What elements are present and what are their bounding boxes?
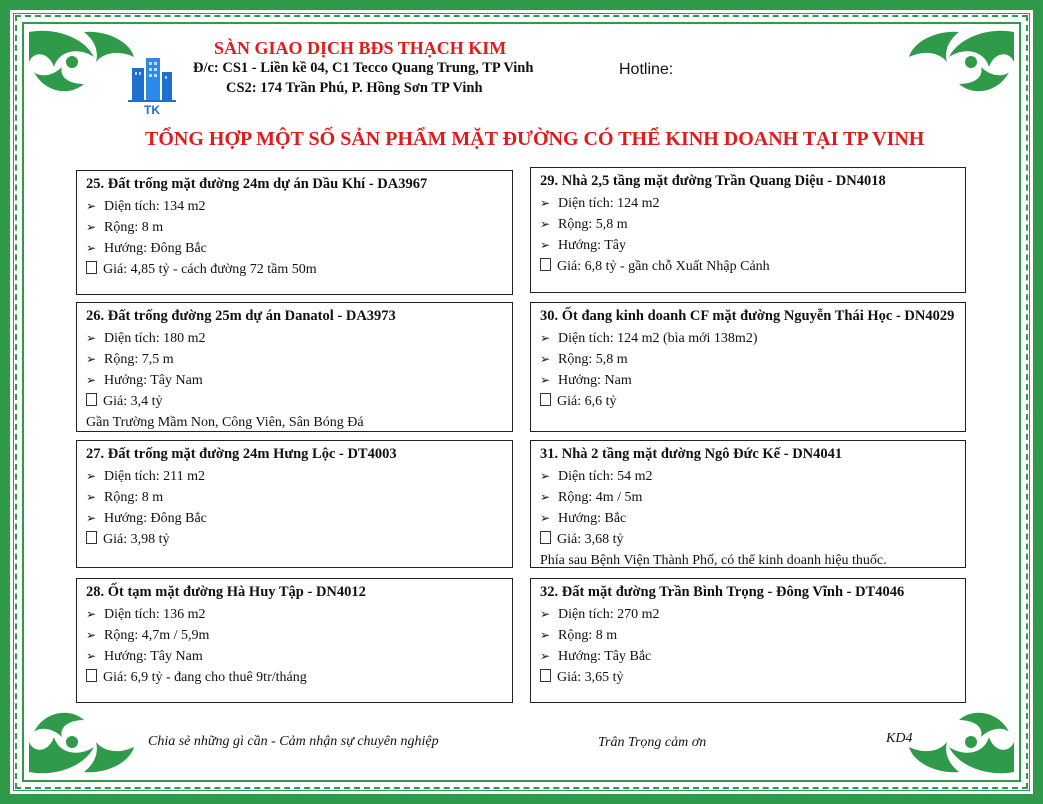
checkbox-icon: [540, 531, 551, 544]
arrowhead-bullet-icon: ➢: [86, 511, 97, 525]
arrowhead-bullet-icon: ➢: [86, 352, 97, 366]
listing-title: 32. Đất mặt đường Trần Bình Trọng - Đông Vĩnh - DT4046: [540, 584, 905, 600]
checkbox-icon: [86, 261, 97, 274]
corner-ornament-icon: [899, 22, 1019, 117]
listing-width: Rộng: 8 m: [104, 490, 164, 505]
listing-card: [530, 578, 966, 703]
listing-direction: Hướng: Đông Bắc: [104, 511, 207, 526]
footer-thanks: Trân Trọng cảm ơn: [598, 735, 707, 750]
listing-width: Rộng: 7,5 m: [104, 352, 174, 367]
listing-title: 31. Nhà 2 tầng mặt đường Ngô Đức Kế - DN4041: [540, 446, 843, 462]
arrowhead-bullet-icon: ➢: [540, 649, 551, 663]
checkbox-icon: [540, 393, 551, 406]
arrowhead-bullet-icon: ➢: [540, 196, 551, 210]
arrowhead-bullet-icon: ➢: [86, 469, 97, 483]
arrowhead-bullet-icon: ➢: [540, 217, 551, 231]
building-logo-icon: [122, 54, 182, 116]
listing-direction: Hướng: Tây: [558, 238, 627, 253]
arrowhead-bullet-icon: ➢: [86, 490, 97, 504]
listing-area: Diện tích: 136 m2: [104, 607, 206, 622]
arrowhead-bullet-icon: ➢: [540, 373, 551, 387]
footer-code: KD4: [886, 731, 913, 746]
listing-area: Diện tích: 134 m2: [104, 199, 206, 214]
listing-area: Diện tích: 124 m2 (bìa mới 138m2): [558, 331, 758, 346]
arrowhead-bullet-icon: ➢: [86, 649, 97, 663]
listing-title: 25. Đất trống mặt đường 24m dự án Dầu Khí - DA3967: [86, 176, 428, 192]
arrowhead-bullet-icon: ➢: [540, 331, 551, 345]
listing-card: [76, 578, 513, 703]
arrowhead-bullet-icon: ➢: [540, 628, 551, 642]
arrowhead-bullet-icon: ➢: [86, 628, 97, 642]
listing-direction: Hướng: Tây Nam: [104, 649, 203, 664]
listing-width: Rộng: 5,8 m: [558, 352, 628, 367]
arrowhead-bullet-icon: ➢: [86, 199, 97, 213]
listing-width: Rộng: 8 m: [558, 628, 618, 643]
checkbox-icon: [540, 669, 551, 682]
listing-title: 27. Đất trống mặt đường 24m Hưng Lộc - DT4003: [86, 446, 397, 462]
checkbox-icon: [86, 669, 97, 682]
hotline-label: Hotline:: [619, 61, 674, 78]
arrowhead-bullet-icon: ➢: [540, 511, 551, 525]
listing-price: Giá: 6,9 tỷ - đang cho thuê 9tr/tháng: [103, 670, 307, 685]
listing-width: Rộng: 8 m: [104, 220, 164, 235]
listing-width: Rộng: 5,8 m: [558, 217, 628, 232]
listing-price: Giá: 3,65 tỷ: [557, 670, 624, 685]
listing-card: [76, 440, 513, 568]
page-title: TỔNG HỢP MỘT SỐ SẢN PHẨM MẶT ĐƯỜNG CÓ THỂ KINH DOANH TẠI TP VINH: [145, 128, 925, 150]
listing-card: [530, 440, 966, 568]
listing-card: [76, 302, 513, 432]
listing-direction: Hướng: Tây Bắc: [558, 649, 652, 664]
listing-title: 26. Đất trống đường 25m dự án Danatol - DA3973: [86, 308, 396, 324]
listing-width: Rộng: 4,7m / 5,9m: [104, 628, 210, 643]
listing-note: Gần Trường Mầm Non, Công Viên, Sân Bóng Đá: [86, 415, 364, 430]
arrowhead-bullet-icon: ➢: [86, 607, 97, 621]
listing-direction: Hướng: Tây Nam: [104, 373, 203, 388]
listing-direction: Hướng: Đông Bắc: [104, 241, 207, 256]
listing-area: Diện tích: 270 m2: [558, 607, 660, 622]
arrowhead-bullet-icon: ➢: [86, 220, 97, 234]
listing-card: [530, 167, 966, 293]
listing-title: 29. Nhà 2,5 tầng mặt đường Trần Quang Diệu - DN4018: [540, 173, 886, 189]
listing-width: Rộng: 4m / 5m: [558, 490, 643, 505]
arrowhead-bullet-icon: ➢: [540, 469, 551, 483]
checkbox-icon: [540, 258, 551, 271]
checkbox-icon: [86, 531, 97, 544]
listing-area: Diện tích: 211 m2: [104, 469, 205, 484]
listing-card: [530, 302, 966, 432]
listing-price: Giá: 4,85 tỷ - cách đường 72 tầm 50m: [103, 262, 317, 277]
listing-area: Diện tích: 180 m2: [104, 331, 206, 346]
arrowhead-bullet-icon: ➢: [540, 238, 551, 252]
listing-price: Giá: 6,6 tỷ: [557, 394, 617, 409]
address-line-1: Đ/c: CS1 - Liền kề 04, C1 Tecco Quang Trung, TP Vinh: [193, 60, 534, 76]
arrowhead-bullet-icon: ➢: [540, 490, 551, 504]
listing-price: Giá: 6,8 tỷ - gần chỗ Xuất Nhập Cảnh: [557, 259, 770, 274]
listing-card: [76, 170, 513, 295]
footer-slogan: Chia sẻ những gì cần - Cảm nhận sự chuyên nghiệp: [148, 734, 439, 749]
arrowhead-bullet-icon: ➢: [86, 241, 97, 255]
listing-price: Giá: 3,68 tỷ: [557, 532, 624, 547]
arrowhead-bullet-icon: ➢: [86, 373, 97, 387]
checkbox-icon: [86, 393, 97, 406]
listing-direction: Hướng: Nam: [558, 373, 632, 388]
listing-title: 28. Ốt tạm mặt đường Hà Huy Tập - DN4012: [86, 584, 366, 600]
company-name: SÀN GIAO DỊCH BĐS THẠCH KIM: [214, 38, 507, 58]
svg-text:TK: TK: [144, 103, 160, 116]
listing-price: Giá: 3,4 tỷ: [103, 394, 163, 409]
address-line-2: CS2: 174 Trần Phú, P. Hồng Sơn TP Vinh: [226, 80, 483, 96]
listing-area: Diện tích: 124 m2: [558, 196, 660, 211]
listing-area: Diện tích: 54 m2: [558, 469, 653, 484]
listing-direction: Hướng: Bắc: [558, 511, 627, 526]
listing-title: 30. Ốt đang kinh doanh CF mặt đường Nguyễn Thái Học - DN4029: [540, 308, 955, 324]
arrowhead-bullet-icon: ➢: [540, 352, 551, 366]
arrowhead-bullet-icon: ➢: [540, 607, 551, 621]
arrowhead-bullet-icon: ➢: [86, 331, 97, 345]
listing-price: Giá: 3,98 tỷ: [103, 532, 170, 547]
listing-note: Phía sau Bệnh Viện Thành Phố, có thể kinh doanh hiệu thuốc.: [540, 553, 887, 568]
